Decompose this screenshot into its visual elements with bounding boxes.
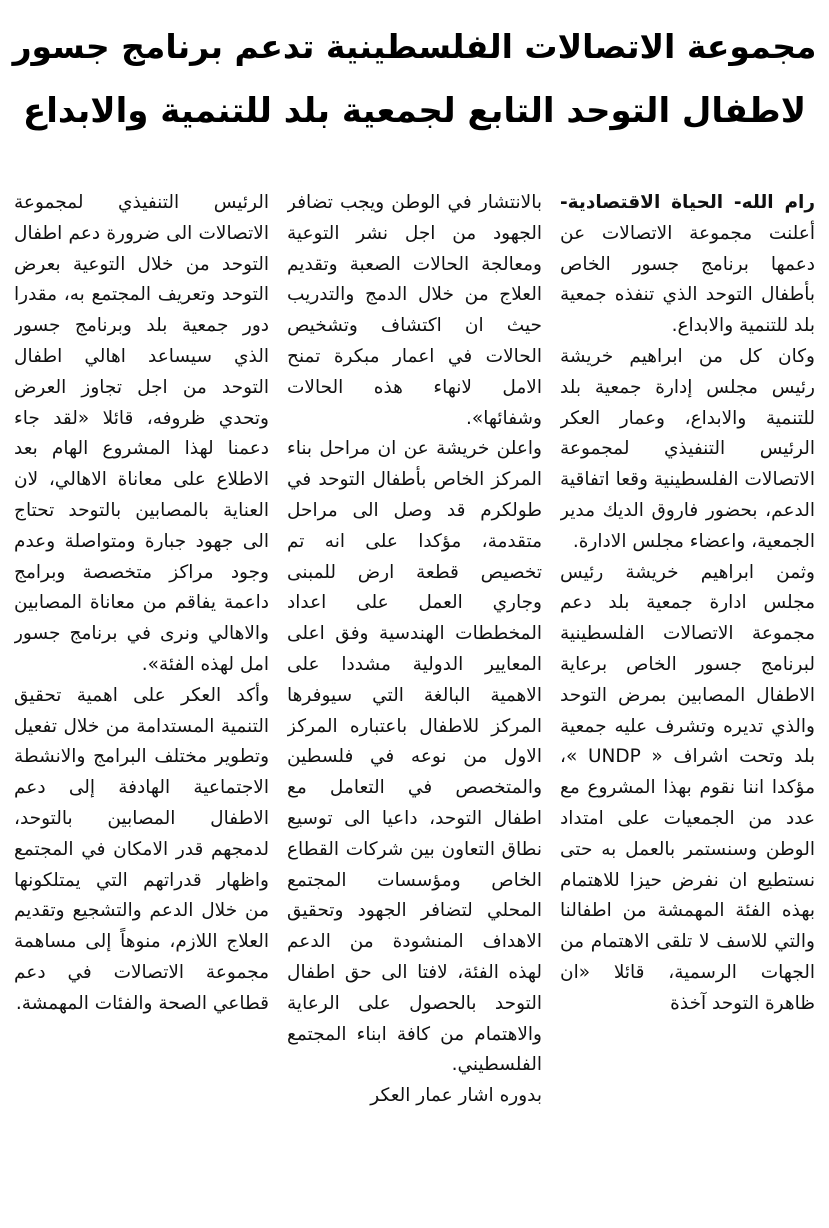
article-paragraph: واعلن خريشة عن ان مراحل بناء المركز الخاص بأطفال التوحد في طولكرم قد وصل الى مراحل متقدمة، مؤكدا على انه تم تخصيص قطعة ارض للمبنى وجاري العمل على اعداد المخططات الهندسية وفق اعلى المعايير الدولية مشددا على الاهمية البالغة التي سيوفرها المركز للاطفال باعتباره المركز الاول من نوعه في فلسطين والمتخصص في التعامل مع اطفال التوحد، داعيا الى توسيع نطاق التعاون بين شركات القطاع الخاص ومؤسسات المجتمع المحلي لتضافر الجهود وتحقيق الاهداف المنشودة من الدعم لهذه الفئة، لافتا الى حق اطفال التوحد بالحصول على الرعاية والاهتمام من كافة ابناء المجتمع الفلسطيني. [287,438,542,1076]
headline-line-2: لاطفال التوحد التابع لجمعية بلد للتنمية والابداع [22,91,807,131]
article-column-1 [560,188,815,1216]
article-column-3 [14,188,269,1216]
article-paragraph [560,188,815,342]
headline-line-1: مجموعة الاتصالات الفلسطينية تدعم برنامج جسور [12,27,817,66]
article-paragraph: الرئيس التنفيذي لمجموعة الاتصالات الى ضرورة دعم اطفال التوحد من خلال التوعية بعرض التوحد وتعريف المجتمع به، مقدرا دور جمعية بلد وبرنامج جسور الذي سيساعد اهالي اطفال التوحد من اجل تجاوز العرض وتحدي ظروفه، قائلا «لقد جاء دعمنا لهذا المشروع الهام بعد الاطلاع على معاناة الاهالي، لان العناية بالمصابين بالتوحد تحتاج الى جهود جبارة ومتواصلة وعدم وجود مراكز متخصصة وبرامج داعمة يفاقم من معاناة المصابين والاهالي ونرى في برنامج جسور امل لهذه الفئة». [14,192,269,675]
article-column-2 [287,188,542,1216]
article-paragraph: وثمن ابراهيم خريشة رئيس مجلس ادارة جمعية بلد دعم مجموعة الاتصالات الفلسطينية لبرنامج جسور الخاص برعاية الاطفال المصابين بمرض التوحد والذي تديره وتشرف عليه جمعية بلد وتحت اشراف « UNDP »، مؤكدا اننا نقوم بهذا المشروع مع عدد من الجمعيات على امتداد الوطن وسنستمر بالعمل به حتى نستطيع ان نفرض حيزا للاهتمام بهذه الفئة المهمشة من اطفالنا والتي للاسف لا تلقى الاهتمام من الجهات الرسمية، قائلا «ان ظاهرة التوحد آخذة [560,561,815,1014]
article-columns [14,188,815,1216]
paragraph-text: أعلنت مجموعة الاتصالات عن دعمها برنامج جسور الخاص بأطفال التوحد الذي تنفذه جمعية بلد للتنمية والابداع. [560,222,815,337]
article-paragraph: بدوره اشار عمار العكر [370,1085,542,1107]
article-paragraph: بالانتشار في الوطن ويجب تضافر الجهود من اجل نشر التوعية ومعالجة الحالات الصعبة وتقديم العلاج من خلال الدمج والتدريب حيث ان اكتشاف وتشخيص الحالات في اعمار مبكرة تمنح الامل لانهاء هذه الحالات وشفائها». [287,192,542,429]
article-paragraph: وأكد العكر على اهمية تحقيق التنمية المستدامة من خلال تفعيل وتطوير مختلف البرامج والانشطة الاجتماعية الهادفة إلى دعم الاطفال المصابين بالتوحد، لدمجهم قدر الامكان في المجتمع واظهار قدراتهم التي يمتلكونها من خلال الدعم والتشجيع وتقديم العلاج اللازم، منوهاً إلى مساهمة مجموعة الاتصالات في دعم قطاعي الصحة والفئات المهمشة. [14,684,269,1014]
byline: رام الله- الحياة الاقتصادية- [560,192,815,213]
article-paragraph: وكان كل من ابراهيم خريشة رئيس مجلس إدارة جمعية بلد للتنمية والابداع، وعمار العكر الرئيس التنفيذي لمجموعة الاتصالات الفلسطينية وقعا اتفاقية الدعم، بحضور فاروق الديك مدير الجمعية، واعضاء مجلس الادارة. [560,345,815,552]
